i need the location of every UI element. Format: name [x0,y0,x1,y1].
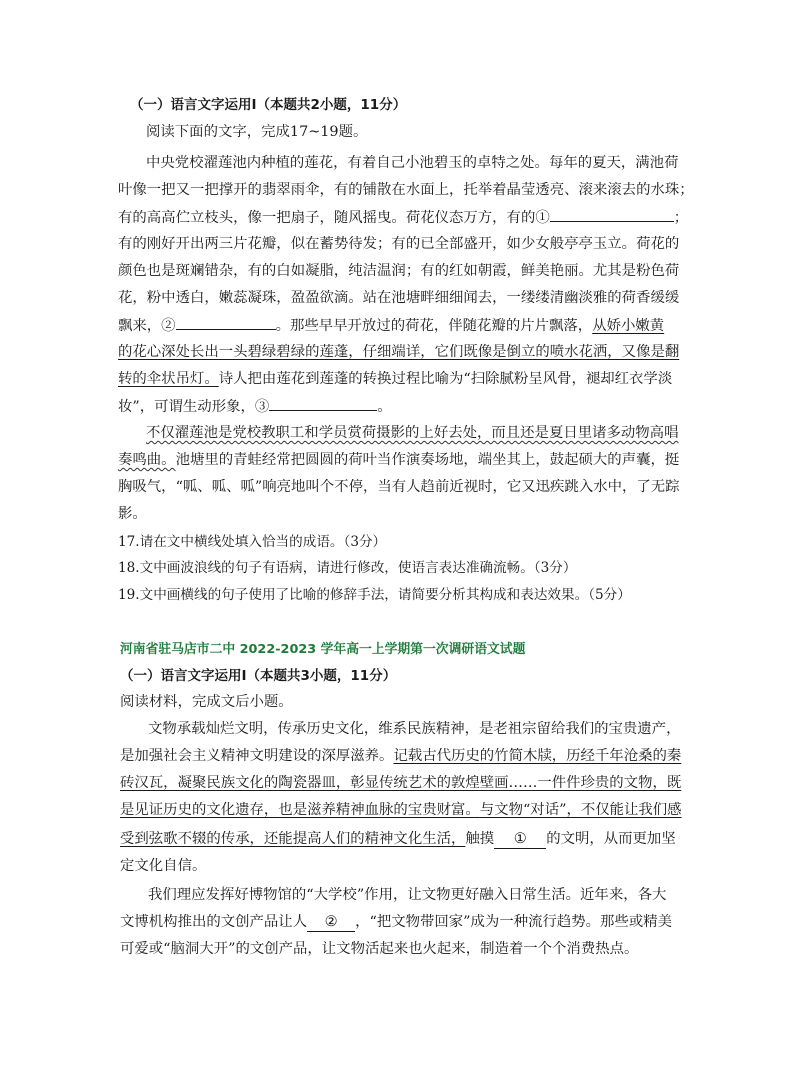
passage1-text: 飘来，② [118,318,176,334]
underlined-sentence: 从娇小嫩黄 [592,318,665,334]
passage1-text: 妆”，可谓生动形象，③ [118,399,270,415]
passage2-line: 文物承载灿烂文明，传承历史文化，维系民族精神，是老祖宗留给我们的宝贵遗产， [148,721,681,737]
passage2-text: 触摸 [465,831,495,847]
passage1-line: 叶像一把又一把撑开的翡翠雨伞，有的铺散在水面上，托举着晶莹透亮、滚来滚去的水珠； [118,182,694,198]
passage2-line [120,746,681,766]
question-17: 17.请在文中横线处填入恰当的成语。（3分） [118,534,387,550]
passage1-line: 胸吸气，“呱、呱、呱”响亮地叫个不停，当有人趋前近视时，它又迅疾跳入水中，了无踪 [118,479,680,495]
underlined-sentence: 是见证历史的文化遗存，也是滋养精神血脉的宝贵财富。 [120,802,480,818]
passage2-line [120,829,676,849]
passage1-line: 中央党校濯莲池内种植的莲花，有着自己小池碧玉的卓特之处。每年的夏天，满池荷 [146,155,679,171]
section1-instruction: 阅读下面的文字，完成17~19题。 [146,124,368,140]
section2-header: （一）语言文字运用Ⅰ（本题共3小题，11分） [120,668,397,684]
passage2-line: 我们理应发挥好博物馆的“大学校”作用，让文物更好融入日常生活。近年来，各大 [148,887,667,903]
passage1-line [118,369,672,389]
passage2-text: ，“把文物带回家”成为一种流行趋势。那些或精美 [355,914,673,930]
passage1-line [118,207,688,228]
wavy-sentence: 不仅濯莲池是党校教职工和学员赏荷摄影的上好去处，而且还是夏日里诸多动物高唱 [146,425,679,441]
passage1-line: 有的刚好开出两三片花瓣，似在蓄势待发；有的已全部盛开，如少女般亭亭玉立。荷花的 [118,236,680,252]
passage1-text: 诗人把由莲花到莲蓬的转换过程比喻为“扫除腻粉呈风骨，褪却红衣学淡 [218,371,673,387]
answer-blank-circled-2: ② [307,913,355,932]
underlined-sentence: 转的伞状吊灯。 [118,371,219,387]
passage1-line [118,450,679,470]
underlined-sentence: 砖汉瓦，凝聚民族文化的陶瓷器皿，彰显传统艺术的敦煌壁画……一件件珍贵的文物，既 [120,775,682,791]
passage2-line: 可爱或“脑洞大开”的文创产品，让文物活起来也火起来，制造着一个个消费热点。 [120,941,639,957]
answer-blank-1 [550,207,674,222]
underlined-sentence: 受到弦歌不辍的传承，还能提高人们的精神文化生活， [120,831,466,847]
passage1-text: ； [673,210,689,226]
source-title: 河南省驻马店市二中 2022-2023 学年高一上学期第一次调研语文试题 [120,642,526,657]
passage1-text: 。 [377,399,392,415]
answer-blank-2 [176,315,276,330]
wavy-sentence: 奏鸣曲。 [118,452,176,468]
passage1-line: 影。 [118,506,147,522]
passage2-line [120,912,672,932]
underlined-sentence: 的花心深处长出一头碧绿碧绿的莲蓬，仔细端详，它们既像是倒立的喷水花洒，又像是翻 [118,344,680,360]
passage2-text: 是加强社会主义精神文明建设的深厚滋养。 [120,748,394,764]
passage2-line [120,800,682,820]
question-19: 19.文中画横线的句子使用了比喻的修辞手法，请简要分析其构成和表达效果。（5分） [118,587,631,603]
passage2-line: 定文化自信。 [120,858,207,874]
passage1-line: 花，粉中透白，嫩蕊凝珠，盈盈欲滴。站在池塘畔细细闻去，一缕缕清幽淡雅的荷香缓缓 [118,290,680,306]
section1-header: （一）语言文字运用Ⅰ（本题共2小题，11分） [130,97,407,113]
question-18: 18.文中画波浪线的句子有语病，请进行修改，使语言表达准确流畅。（3分） [118,560,577,576]
underlined-sentence: 记载古代历史的竹简木牍，历经千年沧桑的秦 [393,748,682,764]
answer-blank-3 [269,396,377,411]
passage1-line [118,396,392,417]
passage1-line [118,315,664,336]
section2-instruction: 阅读材料，完成文后小题。 [120,694,293,710]
passage1-line: 颜色也是斑斓错杂，有的白如凝脂，纯洁温润；有的红如朝霞，鲜美艳丽。尤其是粉色荷 [118,263,680,279]
underlined-sentence: 与文物“对话”，不仅能让我们感 [479,802,682,818]
passage2-text: 文博机构推出的文创产品让人 [120,914,308,930]
passage1-text: 池塘里的青蛙经常把圆圆的荷叶当作演奏场地，端坐其上，鼓起硕大的声囊，挺 [175,452,680,468]
answer-blank-circled-1: ① [494,830,546,849]
passage2-text: 的文明，从而更加坚 [546,831,676,847]
passage1-text: 有的高高伫立枝头，像一把扇子，随风摇曳。荷花仪态万方，有的① [118,210,550,226]
passage1-line [146,423,678,443]
passage1-text: 。那些早早开放过的荷花，伴随花瓣的片片飘落， [275,318,593,334]
